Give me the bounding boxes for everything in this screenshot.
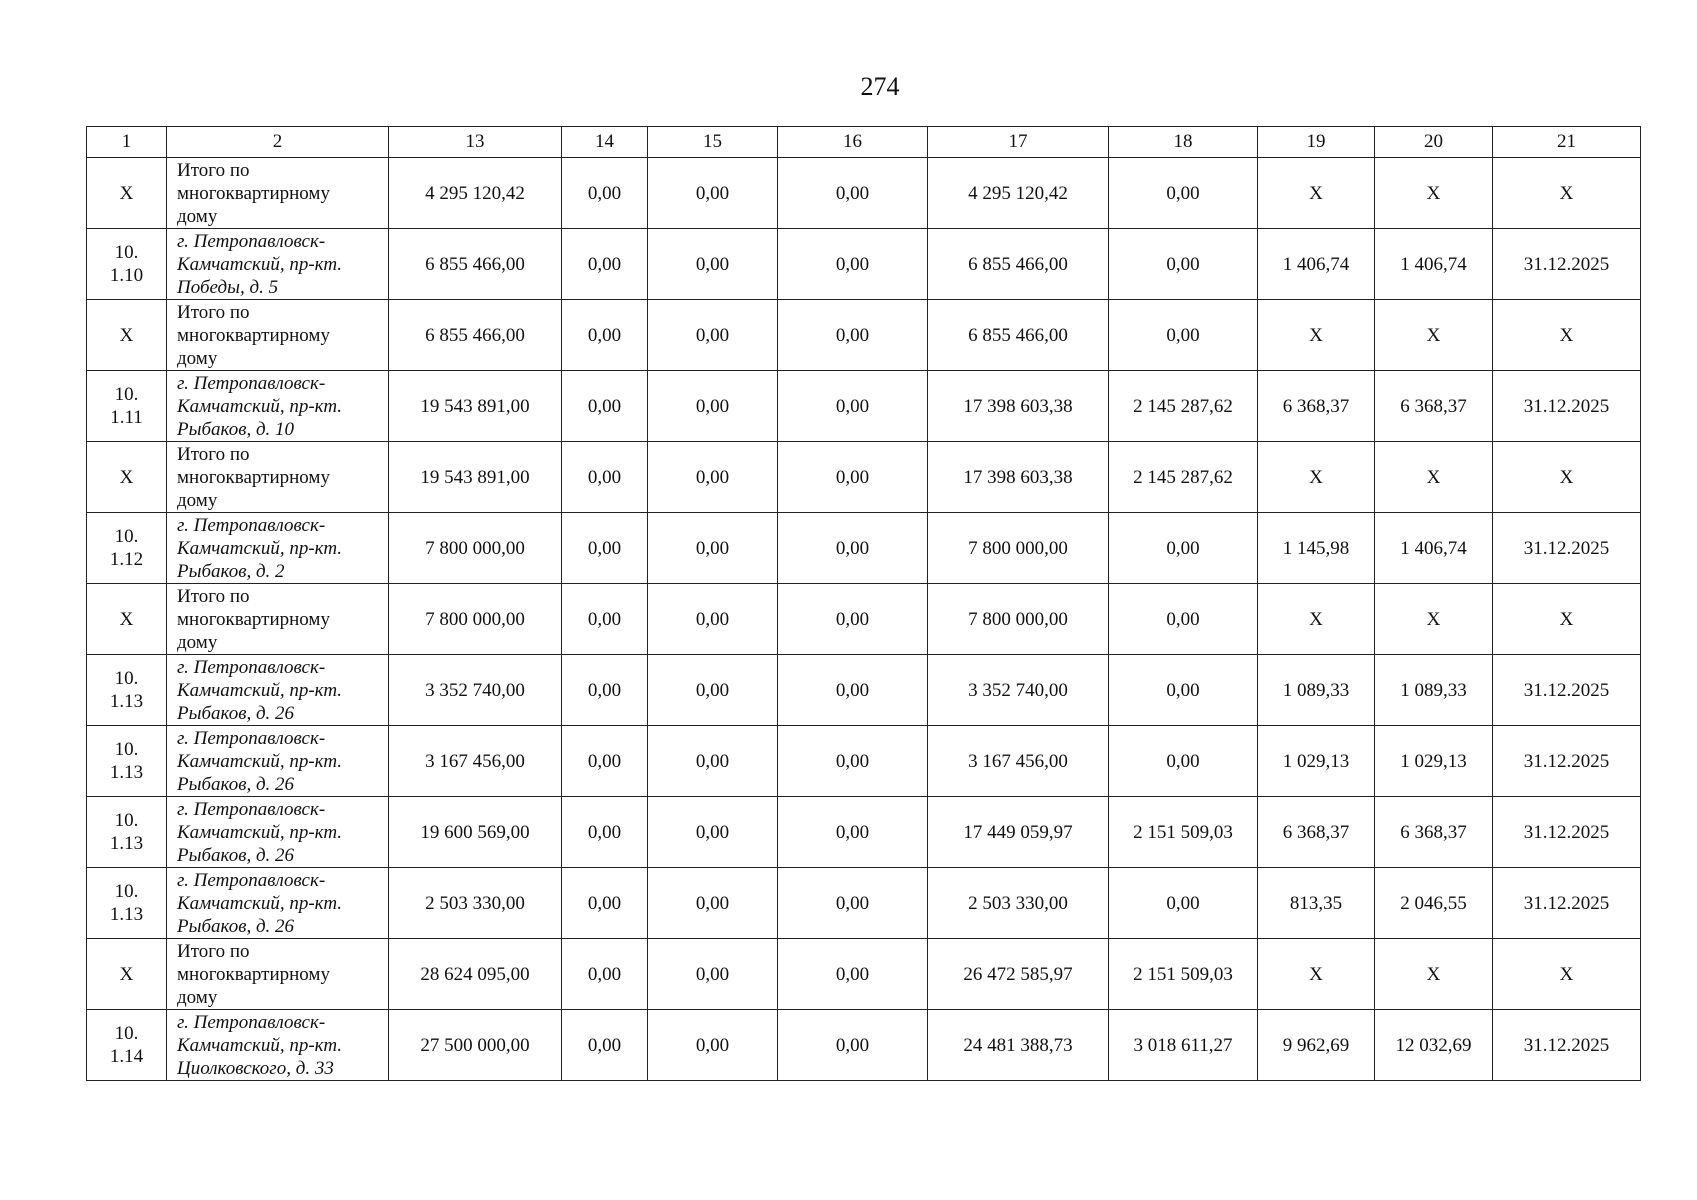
value-cell-col-15: 0,00 <box>648 1010 778 1081</box>
value-cell-col-21: 31.12.2025 <box>1493 513 1641 584</box>
value-cell-col-16: 0,00 <box>778 797 928 868</box>
value-cell-col-15: 0,00 <box>648 797 778 868</box>
table-row <box>87 868 1641 939</box>
total-label-cell <box>167 158 389 229</box>
row-number-cell <box>87 584 167 655</box>
column-header: 18 <box>1109 127 1258 158</box>
value-cell-col-16: 0,00 <box>778 371 928 442</box>
value-cell-col-15: 0,00 <box>648 442 778 513</box>
value-cell-col-20: 12 032,69 <box>1375 1010 1493 1081</box>
header-row <box>87 127 1641 158</box>
column-header: 16 <box>778 127 928 158</box>
column-header: 20 <box>1375 127 1493 158</box>
value-cell-col-17: 17 449 059,97 <box>928 797 1109 868</box>
table-row <box>87 229 1641 300</box>
value-cell-col-14: 0,00 <box>562 655 648 726</box>
value-cell-col-18: 0,00 <box>1109 158 1258 229</box>
value-cell-col-16: 0,00 <box>778 939 928 1010</box>
value-cell-col-19: X <box>1258 300 1375 371</box>
address-text: г. Петропавловск-Камчатский, пр-кт. Рыбаков, д. 26 <box>177 656 343 724</box>
value-cell-col-13: 27 500 000,00 <box>389 1010 562 1081</box>
column-header: 14 <box>562 127 648 158</box>
table-row <box>87 797 1641 868</box>
value-cell-col-17: 7 800 000,00 <box>928 584 1109 655</box>
value-cell-col-20: 1 406,74 <box>1375 229 1493 300</box>
address-text: г. Петропавловск-Камчатский, пр-кт. Победы, д. 5 <box>177 230 343 298</box>
value-cell-col-13: 19 600 569,00 <box>389 797 562 868</box>
value-cell-col-19: X <box>1258 939 1375 1010</box>
value-cell-col-16: 0,00 <box>778 1010 928 1081</box>
table-row <box>87 371 1641 442</box>
value-cell-col-14: 0,00 <box>562 229 648 300</box>
total-row <box>87 584 1641 655</box>
value-cell-col-13: 19 543 891,00 <box>389 442 562 513</box>
value-cell-col-14: 0,00 <box>562 371 648 442</box>
row-number-cell <box>87 797 167 868</box>
value-cell-col-14: 0,00 <box>562 1010 648 1081</box>
value-cell-col-16: 0,00 <box>778 158 928 229</box>
row-number-cell <box>87 371 167 442</box>
value-cell-col-21: 31.12.2025 <box>1493 229 1641 300</box>
value-cell-col-16: 0,00 <box>778 584 928 655</box>
value-cell-col-14: 0,00 <box>562 442 648 513</box>
address-cell <box>167 868 389 939</box>
total-label: Итого по многоквартирному дому <box>177 159 330 227</box>
value-cell-col-16: 0,00 <box>778 442 928 513</box>
total-label: Итого по многоквартирному дому <box>177 585 330 653</box>
value-cell-col-17: 6 855 466,00 <box>928 300 1109 371</box>
value-cell-col-21: 31.12.2025 <box>1493 655 1641 726</box>
data-table <box>86 126 1641 1081</box>
value-cell-col-16: 0,00 <box>778 300 928 371</box>
row-number: 10.1.10 <box>109 242 144 286</box>
value-cell-col-16: 0,00 <box>778 726 928 797</box>
row-number: 10.1.13 <box>109 881 144 925</box>
value-cell-col-17: 17 398 603,38 <box>928 442 1109 513</box>
row-number-cell <box>87 158 167 229</box>
column-header: 17 <box>928 127 1109 158</box>
row-number-cell <box>87 1010 167 1081</box>
value-cell-col-20: X <box>1375 158 1493 229</box>
column-header: 21 <box>1493 127 1641 158</box>
address-text: г. Петропавловск-Камчатский, пр-кт. Рыбаков, д. 26 <box>177 727 343 795</box>
total-label-cell <box>167 442 389 513</box>
value-cell-col-20: 2 046,55 <box>1375 868 1493 939</box>
total-row <box>87 300 1641 371</box>
value-cell-col-15: 0,00 <box>648 655 778 726</box>
value-cell-col-19: X <box>1258 158 1375 229</box>
row-number: 10.1.13 <box>109 810 144 854</box>
total-row <box>87 442 1641 513</box>
total-label: Итого по многоквартирному дому <box>177 301 330 369</box>
value-cell-col-21: X <box>1493 939 1641 1010</box>
table-row <box>87 726 1641 797</box>
address-text: г. Петропавловск-Камчатский, пр-кт. Рыбаков, д. 2 <box>177 514 343 582</box>
column-header: 2 <box>167 127 389 158</box>
value-cell-col-17: 2 503 330,00 <box>928 868 1109 939</box>
row-number: 10.1.13 <box>109 668 144 712</box>
total-label: Итого по многоквартирному дому <box>177 940 330 1008</box>
value-cell-col-19: 1 089,33 <box>1258 655 1375 726</box>
value-cell-col-21: 31.12.2025 <box>1493 371 1641 442</box>
value-cell-col-13: 6 855 466,00 <box>389 300 562 371</box>
column-header: 15 <box>648 127 778 158</box>
row-number: X <box>119 466 134 488</box>
value-cell-col-20: X <box>1375 939 1493 1010</box>
value-cell-col-15: 0,00 <box>648 300 778 371</box>
value-cell-col-19: X <box>1258 584 1375 655</box>
row-number-cell <box>87 300 167 371</box>
address-cell <box>167 1010 389 1081</box>
row-number-cell <box>87 726 167 797</box>
value-cell-col-19: 6 368,37 <box>1258 797 1375 868</box>
row-number-cell <box>87 655 167 726</box>
value-cell-col-20: 6 368,37 <box>1375 797 1493 868</box>
total-row <box>87 939 1641 1010</box>
value-cell-col-15: 0,00 <box>648 158 778 229</box>
row-number-cell <box>87 513 167 584</box>
value-cell-col-13: 6 855 466,00 <box>389 229 562 300</box>
value-cell-col-17: 4 295 120,42 <box>928 158 1109 229</box>
value-cell-col-19: X <box>1258 442 1375 513</box>
value-cell-col-17: 24 481 388,73 <box>928 1010 1109 1081</box>
value-cell-col-13: 4 295 120,42 <box>389 158 562 229</box>
row-number-cell <box>87 442 167 513</box>
value-cell-col-21: X <box>1493 442 1641 513</box>
value-cell-col-15: 0,00 <box>648 726 778 797</box>
value-cell-col-16: 0,00 <box>778 868 928 939</box>
value-cell-col-20: 1 089,33 <box>1375 655 1493 726</box>
row-number-cell <box>87 939 167 1010</box>
address-text: г. Петропавловск-Камчатский, пр-кт. Рыбаков, д. 10 <box>177 372 343 440</box>
row-number-cell <box>87 868 167 939</box>
value-cell-col-15: 0,00 <box>648 868 778 939</box>
value-cell-col-20: 1 029,13 <box>1375 726 1493 797</box>
total-label-cell <box>167 584 389 655</box>
row-number: 10.1.13 <box>109 739 144 783</box>
row-number: 10.1.11 <box>110 384 143 428</box>
value-cell-col-18: 2 151 509,03 <box>1109 797 1258 868</box>
value-cell-col-15: 0,00 <box>648 513 778 584</box>
address-cell <box>167 655 389 726</box>
column-header: 1 <box>87 127 167 158</box>
value-cell-col-14: 0,00 <box>562 797 648 868</box>
value-cell-col-20: 6 368,37 <box>1375 371 1493 442</box>
total-label-cell <box>167 939 389 1010</box>
column-header: 13 <box>389 127 562 158</box>
value-cell-col-17: 3 352 740,00 <box>928 655 1109 726</box>
value-cell-col-13: 3 167 456,00 <box>389 726 562 797</box>
value-cell-col-21: 31.12.2025 <box>1493 797 1641 868</box>
value-cell-col-20: X <box>1375 300 1493 371</box>
value-cell-col-15: 0,00 <box>648 584 778 655</box>
address-cell <box>167 513 389 584</box>
value-cell-col-18: 0,00 <box>1109 229 1258 300</box>
value-cell-col-13: 2 503 330,00 <box>389 868 562 939</box>
value-cell-col-21: 31.12.2025 <box>1493 1010 1641 1081</box>
value-cell-col-18: 2 145 287,62 <box>1109 442 1258 513</box>
value-cell-col-13: 7 800 000,00 <box>389 513 562 584</box>
value-cell-col-19: 1 145,98 <box>1258 513 1375 584</box>
value-cell-col-20: X <box>1375 442 1493 513</box>
value-cell-col-14: 0,00 <box>562 513 648 584</box>
value-cell-col-20: 1 406,74 <box>1375 513 1493 584</box>
row-number-cell <box>87 229 167 300</box>
value-cell-col-17: 3 167 456,00 <box>928 726 1109 797</box>
value-cell-col-19: 1 029,13 <box>1258 726 1375 797</box>
value-cell-col-14: 0,00 <box>562 158 648 229</box>
value-cell-col-18: 0,00 <box>1109 584 1258 655</box>
table-row <box>87 1010 1641 1081</box>
row-number: X <box>119 182 134 204</box>
value-cell-col-21: X <box>1493 300 1641 371</box>
value-cell-col-13: 7 800 000,00 <box>389 584 562 655</box>
value-cell-col-13: 28 624 095,00 <box>389 939 562 1010</box>
value-cell-col-14: 0,00 <box>562 939 648 1010</box>
value-cell-col-18: 0,00 <box>1109 300 1258 371</box>
value-cell-col-19: 1 406,74 <box>1258 229 1375 300</box>
value-cell-col-15: 0,00 <box>648 229 778 300</box>
value-cell-col-17: 6 855 466,00 <box>928 229 1109 300</box>
value-cell-col-18: 0,00 <box>1109 655 1258 726</box>
address-cell <box>167 229 389 300</box>
row-number: 10.1.12 <box>109 526 144 570</box>
value-cell-col-19: 813,35 <box>1258 868 1375 939</box>
value-cell-col-18: 3 018 611,27 <box>1109 1010 1258 1081</box>
value-cell-col-13: 19 543 891,00 <box>389 371 562 442</box>
table-row <box>87 655 1641 726</box>
total-label-cell <box>167 300 389 371</box>
value-cell-col-18: 0,00 <box>1109 513 1258 584</box>
value-cell-col-21: X <box>1493 158 1641 229</box>
value-cell-col-14: 0,00 <box>562 726 648 797</box>
value-cell-col-14: 0,00 <box>562 300 648 371</box>
value-cell-col-17: 17 398 603,38 <box>928 371 1109 442</box>
value-cell-col-18: 2 145 287,62 <box>1109 371 1258 442</box>
row-number: X <box>119 324 134 346</box>
value-cell-col-18: 0,00 <box>1109 726 1258 797</box>
row-number: X <box>119 963 134 985</box>
page-number: 274 <box>860 72 900 101</box>
row-number: X <box>119 608 134 630</box>
value-cell-col-16: 0,00 <box>778 655 928 726</box>
address-cell <box>167 726 389 797</box>
value-cell-col-18: 0,00 <box>1109 868 1258 939</box>
value-cell-col-14: 0,00 <box>562 868 648 939</box>
value-cell-col-16: 0,00 <box>778 513 928 584</box>
value-cell-col-20: X <box>1375 584 1493 655</box>
value-cell-col-15: 0,00 <box>648 371 778 442</box>
address-text: г. Петропавловск-Камчатский, пр-кт. Рыбаков, д. 26 <box>177 869 343 937</box>
value-cell-col-13: 3 352 740,00 <box>389 655 562 726</box>
address-text: г. Петропавловск-Камчатский, пр-кт. Рыбаков, д. 26 <box>177 798 343 866</box>
total-row <box>87 158 1641 229</box>
value-cell-col-15: 0,00 <box>648 939 778 1010</box>
value-cell-col-21: X <box>1493 584 1641 655</box>
table-row <box>87 513 1641 584</box>
value-cell-col-17: 26 472 585,97 <box>928 939 1109 1010</box>
address-cell <box>167 371 389 442</box>
column-header: 19 <box>1258 127 1375 158</box>
value-cell-col-16: 0,00 <box>778 229 928 300</box>
value-cell-col-21: 31.12.2025 <box>1493 868 1641 939</box>
value-cell-col-14: 0,00 <box>562 584 648 655</box>
value-cell-col-17: 7 800 000,00 <box>928 513 1109 584</box>
address-cell <box>167 797 389 868</box>
value-cell-col-21: 31.12.2025 <box>1493 726 1641 797</box>
value-cell-col-19: 6 368,37 <box>1258 371 1375 442</box>
address-text: г. Петропавловск-Камчатский, пр-кт. Циолковского, д. 33 <box>177 1011 343 1079</box>
row-number: 10.1.14 <box>109 1023 144 1067</box>
total-label: Итого по многоквартирному дому <box>177 443 330 511</box>
value-cell-col-18: 2 151 509,03 <box>1109 939 1258 1010</box>
value-cell-col-19: 9 962,69 <box>1258 1010 1375 1081</box>
